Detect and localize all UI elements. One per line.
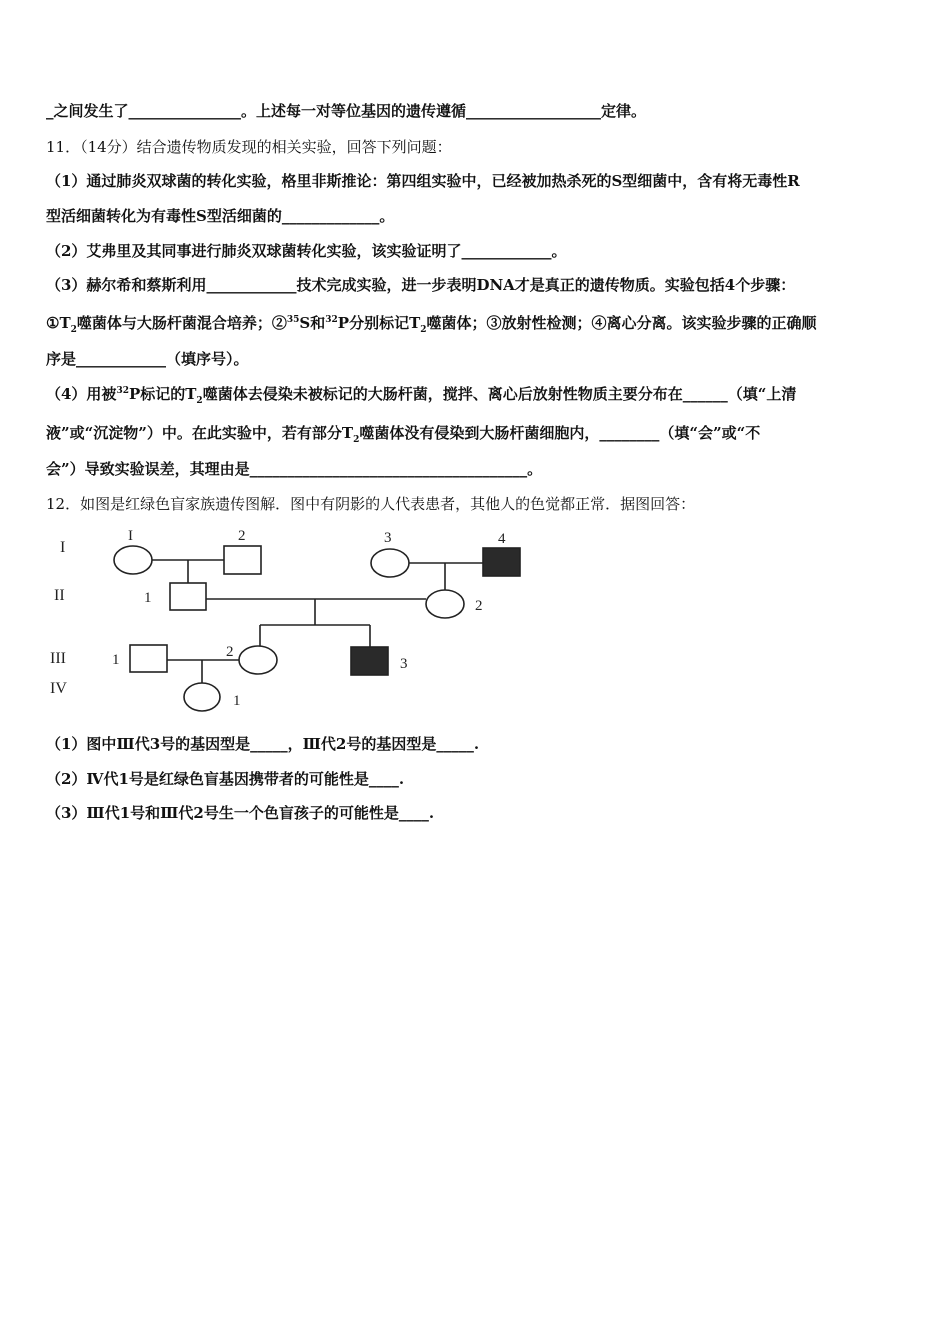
pedigree-chart (40, 520, 540, 720)
iv1-female (184, 683, 220, 711)
question-11-part-4-line-1: （4）用被$^{32}$P标记的$T_2$噬菌体去侵染未被标记的大肠杆菌，搅拌、离心后放射性物质主要分布在______（填“上清 (46, 385, 797, 406)
label-i3: 3 (384, 530, 392, 546)
label-ii2: 2 (475, 598, 483, 614)
question-12-heading: 12．如图是红绿色盲家族遗传图解．图中有阴影的人代表患者，其他人的色觉都正常．据图回答： (46, 495, 696, 513)
question-12-part-1: （1）图中Ⅲ代3号的基因型是_____，Ⅲ代2号的基因型是_____. (46, 735, 480, 753)
gen-label-4: IV (50, 680, 67, 697)
label-i1: I (128, 528, 133, 544)
question-11-part-3-line-2: $①T_2$噬菌体与大肠杆菌混合培养；②$^{35}$S和$^{32}$P分别标记$T_2$噬菌体；③放射性检测；④离心分离。该实验步骤的正确顺 (46, 314, 817, 335)
iii2-female (239, 646, 277, 674)
label-iii3: 3 (400, 656, 408, 672)
iii3-male-affected (351, 647, 388, 675)
question-11-part-2: （2）艾弗里及其同事进行肺炎双球菌转化实验，该实验证明了____________。 (46, 242, 567, 260)
i4-male-affected (483, 548, 520, 576)
label-ii1: 1 (144, 590, 152, 606)
ii2-female (426, 590, 464, 618)
question-11-part-3-line-3: 序是____________（填序号）。 (46, 350, 249, 368)
gen-label-1: I (60, 539, 66, 556)
question-11-part-4-line-3: 会”）导致实验误差，其理由是_____________________________________。 (46, 460, 543, 478)
gen-label-2: II (54, 587, 65, 604)
ii1-male (170, 583, 206, 610)
question-12-part-2: （2）Ⅳ代1号是红绿色盲基因携带者的可能性是____. (46, 770, 405, 788)
i2-male (224, 546, 261, 574)
label-i2: 2 (238, 528, 246, 544)
label-iv1: 1 (233, 693, 241, 709)
iii1-male (130, 645, 167, 672)
label-iii1: 1 (112, 652, 120, 668)
question-11-part-4-line-2: 液”或“沉淀物”）中。在此实验中，若有部分$T_2$噬菌体没有侵染到大肠杆菌细胞内，________（填“会”或“不 (46, 424, 761, 445)
label-i4: 4 (498, 531, 506, 547)
question-11-part-1-line-1: （1）通过肺炎双球菌的转化实验，格里非斯推论：第四组实验中，已经被加热杀死的S型细菌中，含有将无毒性R (46, 172, 800, 190)
text-line-1: _之间发生了_______________。上述每一对等位基因的遗传遵循__________________定律。 (46, 102, 647, 120)
i3-female (371, 549, 409, 577)
question-11-part-3-line-1: （3）赫尔希和蔡斯利用____________技术完成实验，进一步表明DNA才是真正的遗传物质。实验包括4个步骤： (46, 276, 796, 294)
i1-female (114, 546, 152, 574)
gen-label-3: III (50, 650, 66, 667)
question-12-part-3: （3）Ⅲ代1号和Ⅲ代2号生一个色盲孩子的可能性是____. (46, 804, 435, 822)
question-11-part-1-line-2: 型活细菌转化为有毒性S型活细菌的_____________。 (46, 207, 395, 225)
question-11-heading: 11．（14分）结合遗传物质发现的相关实验，回答下列问题： (46, 138, 452, 156)
label-iii2: 2 (226, 644, 234, 660)
